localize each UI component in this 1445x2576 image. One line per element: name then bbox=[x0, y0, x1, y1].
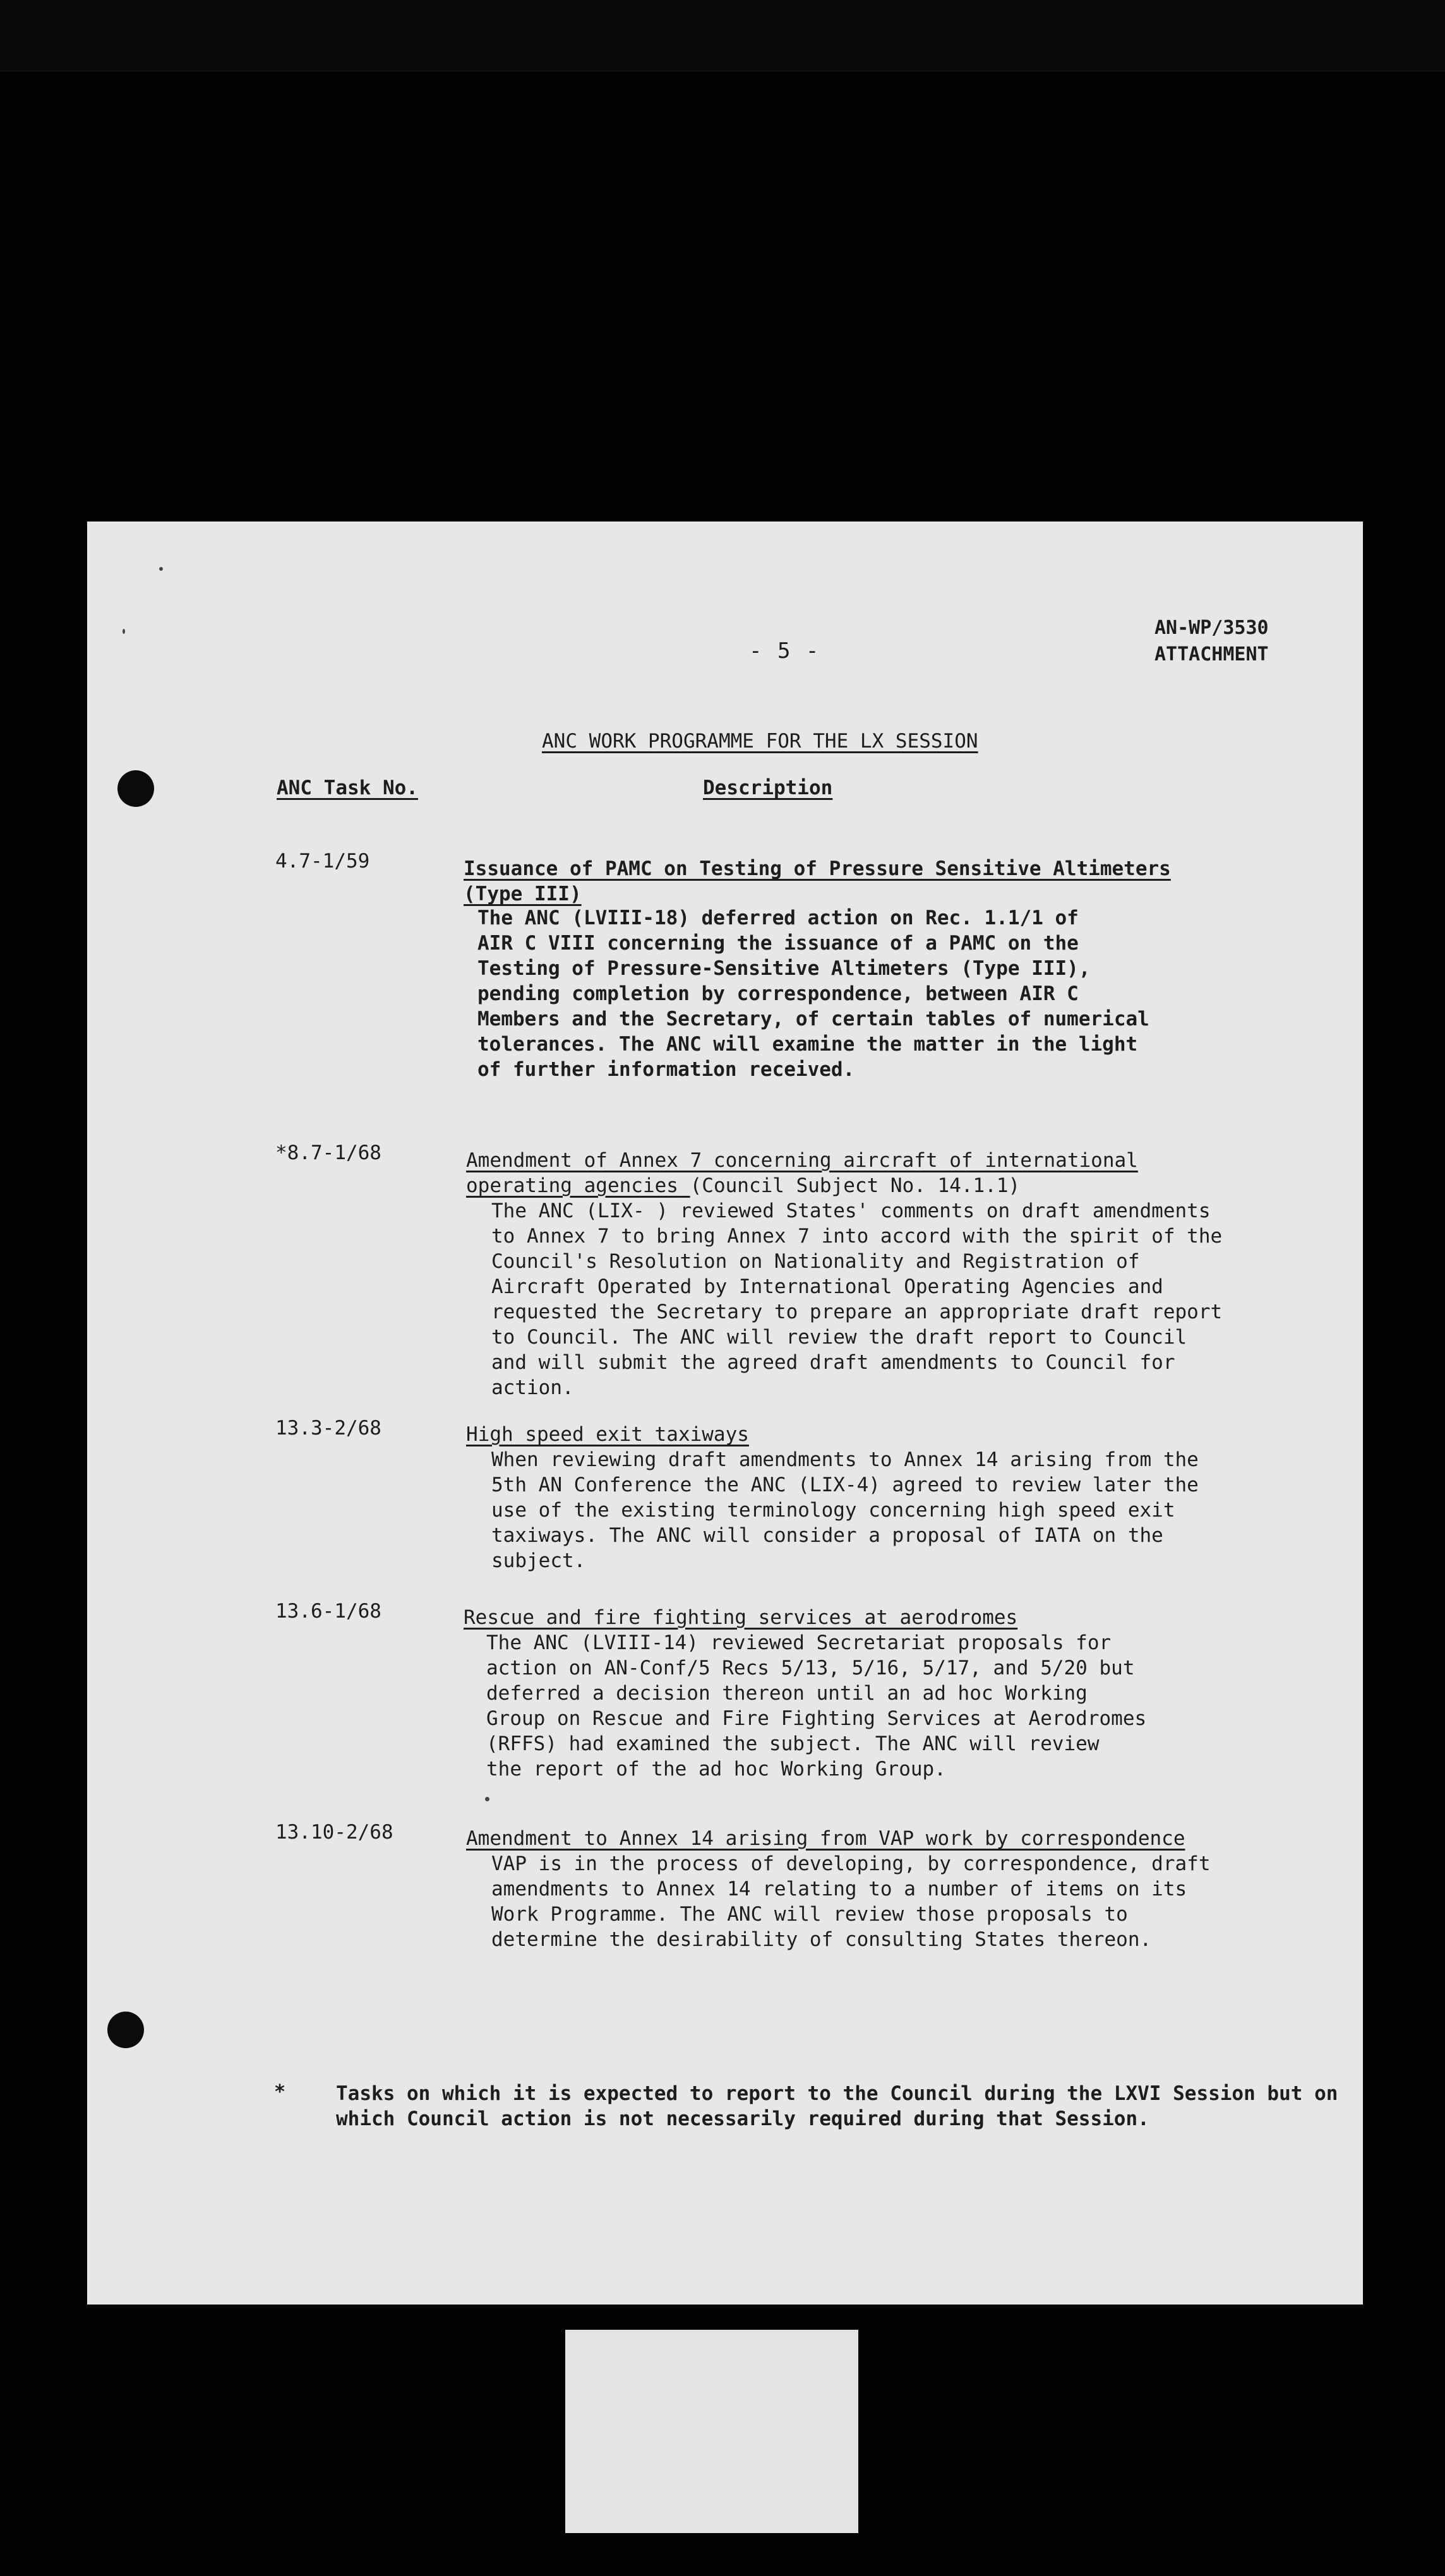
punch-hole-top bbox=[117, 770, 154, 807]
task-number: 4.7-1/59 bbox=[275, 850, 370, 873]
document-number: AN-WP/3530 bbox=[1154, 617, 1269, 639]
dust-speck bbox=[123, 629, 125, 634]
column-header-task-no: ANC Task No. bbox=[277, 777, 418, 799]
task-number: *8.7-1/68 bbox=[275, 1142, 381, 1164]
task-heading bbox=[466, 1148, 1138, 1198]
task-number: 13.6-1/68 bbox=[275, 1600, 381, 1623]
attachment-label: ATTACHMENT bbox=[1154, 643, 1269, 665]
task-heading-line-2 bbox=[466, 1173, 1138, 1198]
task-heading-line: Amendment of Annex 7 concerning aircraft of international bbox=[466, 1149, 1138, 1172]
scanner-top-band bbox=[0, 0, 1445, 71]
task-heading bbox=[464, 856, 1171, 907]
footnote-text: Tasks on which it is expected to report to the Council during the LXVI Session but on which Council action is not necessarily required during that Session. bbox=[336, 2082, 1338, 2130]
document-page bbox=[87, 522, 1363, 2305]
column-header-description: Description bbox=[703, 777, 833, 799]
dust-speck bbox=[485, 1797, 489, 1801]
task-number: 13.3-2/68 bbox=[275, 1417, 381, 1440]
task-description: VAP is in the process of developing, by correspondence, draft amendments to Annex 14 relating to a number of items on its Work Programme. The ANC will review those proposals to determine the desirability of consulting States thereon. bbox=[491, 1852, 1211, 1951]
council-subject-ref: (Council Subject No. 14.1.1) bbox=[690, 1174, 1021, 1197]
task-heading-line: Issuance of PAMC on Testing of Pressure Sensitive Altimeters bbox=[464, 857, 1171, 880]
task-heading: Rescue and fire fighting services at aerodromes bbox=[464, 1606, 1018, 1629]
task-heading: High speed exit taxiways bbox=[466, 1423, 749, 1446]
task-number: 13.10-2/68 bbox=[275, 1821, 393, 1844]
task-description: The ANC (LVIII-14) reviewed Secretariat proposals for action on AN-Conf/5 Recs 5/13, 5/16, 5/17, and 5/20 but deferred a decision thereon until an ad hoc Working Group on Rescue and Fire Fighting Services at Aerodromes (RFFS) had examined the subject. The ANC will review the report of the ad hoc Working Group. bbox=[486, 1631, 1147, 1780]
task-heading-line: operating agencies bbox=[466, 1174, 678, 1197]
document-title: ANC WORK PROGRAMME FOR THE LX SESSION bbox=[542, 730, 978, 753]
task-heading-line: (Type III) bbox=[464, 883, 582, 905]
task-description: When reviewing draft amendments to Annex 14 arising from the 5th AN Conference the ANC (LIX-4) agreed to review later the use of the existing terminology concerning high speed exit taxiways. The ANC will consider a proposal of IATA on the subject. bbox=[491, 1448, 1199, 1572]
task-heading: Amendment to Annex 14 arising from VAP work by correspondence bbox=[466, 1827, 1185, 1850]
document-reference bbox=[1154, 615, 1269, 668]
task-description: The ANC (LIX- ) reviewed States' comments on draft amendments to Annex 7 to bring Annex 7 into accord with the spirit of the Council's Resolution on Nationality and Registration of Aircraft Operated by International Operating Agencies and requested the Secretary to prepare an appropriate draft report to Council. The ANC will review the draft report to Council and will submit the agreed draft amendments to Council for action. bbox=[491, 1200, 1223, 1399]
footnote-marker: * bbox=[274, 2081, 286, 2103]
dust-speck bbox=[159, 567, 163, 571]
punch-hole-bottom bbox=[107, 2012, 144, 2048]
page-number: - 5 - bbox=[749, 638, 820, 664]
task-description: The ANC (LVIII-18) deferred action on Rec. 1.1/1 of AIR C VIII concerning the issuance of a PAMC on the Testing of Pressure-Sensitive Altimeters (Type III), pending completion by correspondence, between AIR C Members and the Secretary, of certain tables of numerical tolerances. The ANC will examine the matter in the light of further information received. bbox=[477, 907, 1149, 1081]
paper-slip bbox=[565, 2330, 858, 2533]
